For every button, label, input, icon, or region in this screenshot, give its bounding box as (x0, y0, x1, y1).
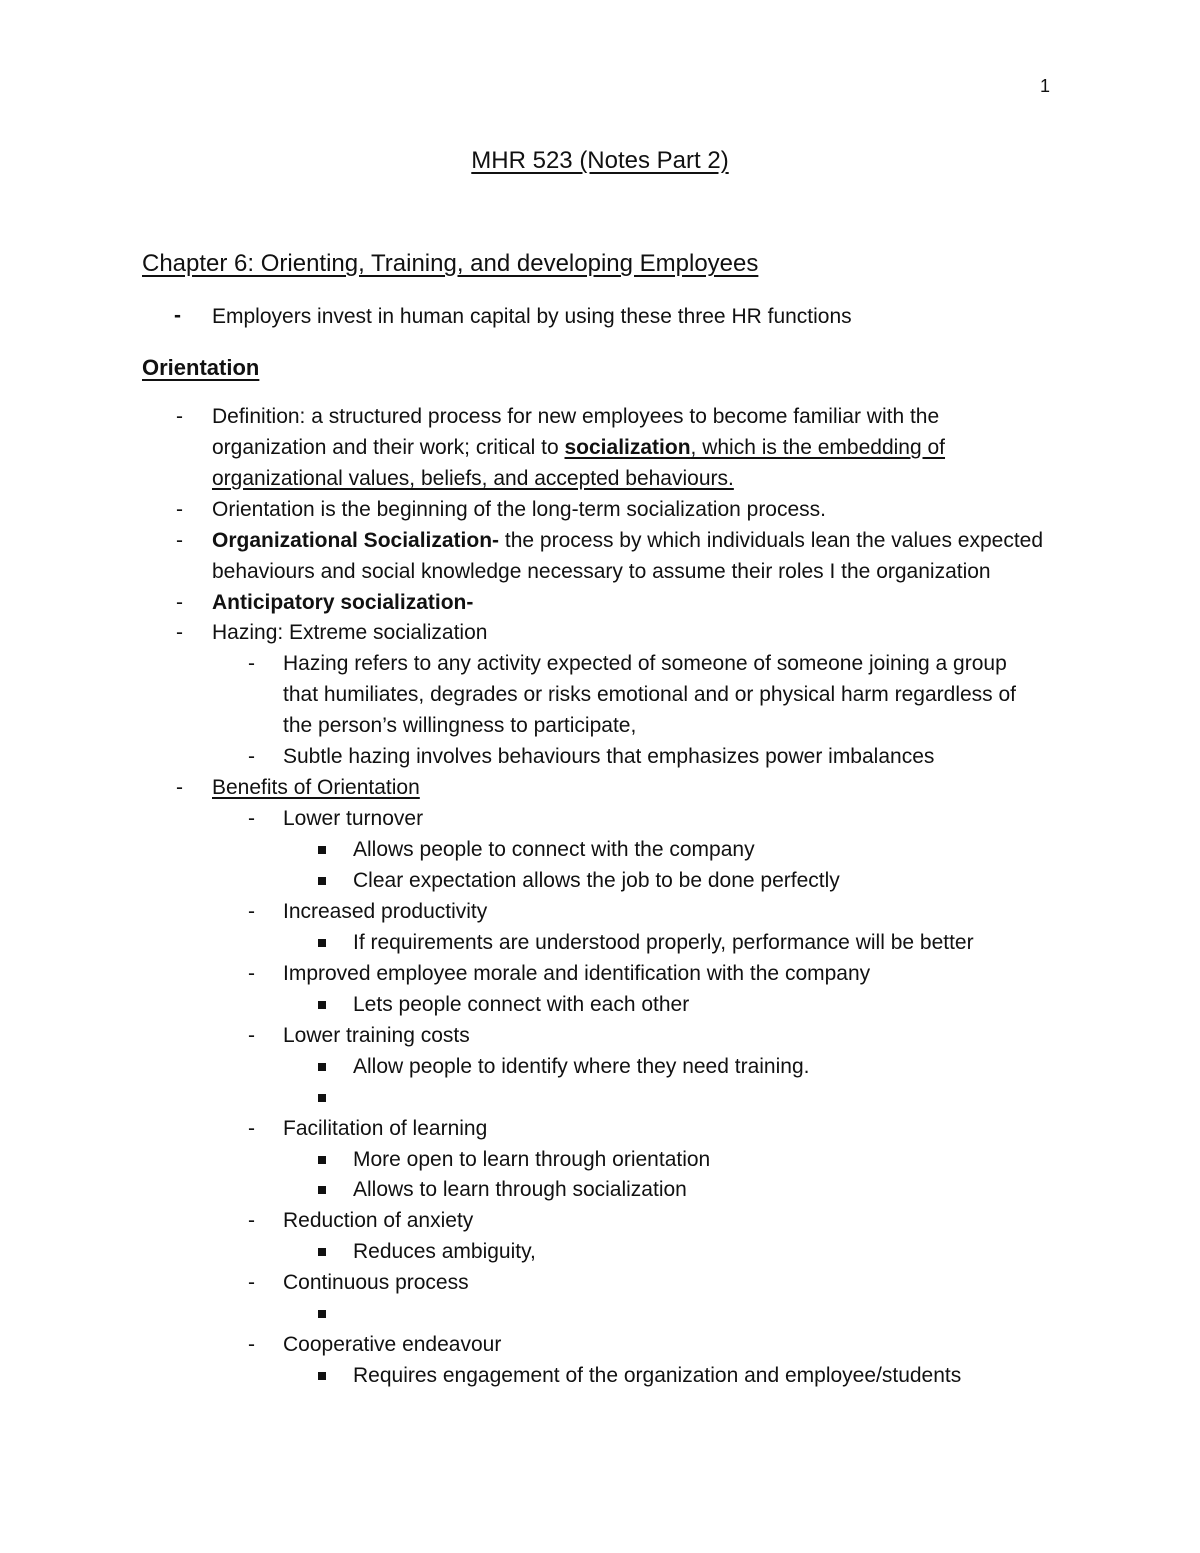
list-dash: - (248, 1271, 255, 1294)
document-title: MHR 523 (Notes Part 2) (471, 147, 729, 174)
square-bullet-icon (318, 1094, 326, 1102)
square-bullet-icon (318, 1248, 326, 1256)
document-page: 1 MHR 523 (Notes Part 2) Chapter 6: Orienting, Training, and developing Employees - Employers invest in human capital by using these three HR functions Orientation - Definition: a structured process for new employees to become familiar with the organization and their work; critical to socialization, which is the embedding of organizational values, beliefs, and accepted behaviours. - Orientation is the beginning of the long-term socialization process. - Organizational Socialization- the process by which individuals lean the values expected behaviours and social knowledge necessary to assume their roles I the organization - Anticipatory socialization- - Hazing: Extreme socialization - Hazing refers to any activity expected of someone of someone joining a group that humiliates, degrades or risks emotional and or physical harm regardless of the person’s willingness to participate, - Subtle hazing involves behaviours that emphasizes power imbalances - Benefits of Orientation - Lower turnover Allows people to connect with the company Clear expectation allows the job to be done perfectly - Increased productivity If requirements are understood properly, performance will be better - Improved employee morale and identification with the company Lets people connect with each other - Lower training costs Allow people to identify where they need training. - Facilitation of learning More open to learn through orientation Allows to learn through socialization - Reduction of anxiety Reduces ambiguity, - Continuous process - Cooperative endeavour Requires engagement of the organization and employee/students (0, 0, 1200, 1553)
definition-line-3: organizational values, beliefs, and accepted behaviours. (212, 467, 734, 490)
list-dash: - (248, 807, 255, 830)
square-bullet-icon (318, 939, 326, 947)
list-dash: - (174, 304, 181, 327)
section-heading-orientation: Orientation (142, 355, 260, 380)
list-dash: - (248, 745, 255, 768)
square-bullet-icon (318, 1001, 326, 1009)
list-dash: - (176, 591, 183, 614)
list-dash: - (176, 405, 183, 428)
list-dash: - (248, 1209, 255, 1232)
org-socialization-term: Organizational Socialization- (212, 529, 500, 552)
square-bullet-icon (318, 1310, 326, 1318)
list-dash: - (248, 1024, 255, 1047)
list-dash: - (176, 776, 183, 799)
list-dash: - (248, 1333, 255, 1356)
org-socialization-line-2: behaviours and social knowledge necessary to assume their roles I the organization (212, 560, 991, 583)
square-bullet-icon (318, 1186, 326, 1194)
list-dash: - (176, 621, 183, 644)
page-number: 1 (1040, 76, 1051, 96)
list-dash: - (176, 529, 183, 552)
square-bullet-icon (318, 846, 326, 854)
square-bullet-icon (318, 1063, 326, 1071)
square-bullet-icon (318, 877, 326, 885)
intro-text: Employers invest in human capital by using these three HR functions (212, 305, 852, 328)
list-dash: - (176, 498, 183, 521)
hazing-definition-line-2: that humiliates, degrades or risks emotional and or physical harm regardless of (283, 683, 1017, 706)
benefits-heading: Benefits of Orientation (212, 776, 420, 799)
list-dash: - (248, 900, 255, 923)
definition-line-2: organization and their work; critical to socialization, which is the embedding of (212, 436, 946, 459)
list-dash: - (248, 652, 255, 675)
square-bullet-icon (318, 1156, 326, 1164)
list-dash: - (248, 962, 255, 985)
square-bullet-icon (318, 1372, 326, 1380)
hazing-definition-line-3: the person’s willingness to participate, (283, 714, 637, 737)
chapter-heading: Chapter 6: Orienting, Training, and developing Employees (142, 250, 759, 277)
list-dash: - (248, 1117, 255, 1140)
socialization-term: socialization (564, 436, 691, 459)
definition-line-1: Definition: a structured process for new employees to become familiar with the (212, 405, 940, 428)
